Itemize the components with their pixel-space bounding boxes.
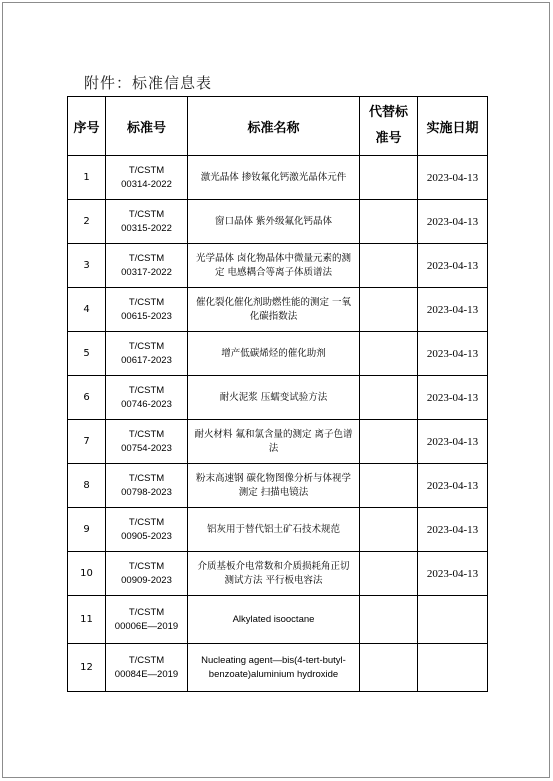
table-row [68, 288, 488, 332]
cell-index: 4 [68, 288, 106, 332]
cell-code [106, 156, 188, 200]
cell-name: 粉末高速钢 碳化物图像分析与体视学测定 扫描电镜法 [188, 464, 360, 508]
cell-code-line1: T/CSTM [128, 164, 165, 176]
cell-replace [360, 644, 418, 692]
cell-date: 2023-04-13 [418, 464, 488, 508]
table-header-row [68, 97, 488, 156]
cell-code [106, 596, 188, 644]
table-row [68, 156, 488, 200]
cell-date: 2023-04-13 [418, 420, 488, 464]
cell-replace [360, 464, 418, 508]
cell-code-line2: 00746-2023 [121, 398, 172, 410]
cell-code-line1: T/CSTM [128, 296, 165, 308]
cell-code [106, 288, 188, 332]
cell-code-line2: 00315-2022 [121, 222, 172, 234]
cell-name: 激光晶体 掺钕氟化钙激光晶体元件 [188, 156, 360, 200]
table-row [68, 332, 488, 376]
cell-replace [360, 552, 418, 596]
table-row [68, 420, 488, 464]
table-row [68, 244, 488, 288]
cell-code-line2: 00905-2023 [121, 530, 172, 542]
cell-code [106, 376, 188, 420]
cell-index: 12 [68, 644, 106, 692]
header-replace-line2: 准号 [375, 131, 402, 146]
cell-code [106, 420, 188, 464]
cell-date: 2023-04-13 [418, 288, 488, 332]
table-row [68, 376, 488, 420]
header-name: 标准名称 [188, 97, 360, 156]
cell-code [106, 508, 188, 552]
cell-code-line2: 00798-2023 [121, 486, 172, 498]
cell-code-line1: T/CSTM [128, 252, 165, 264]
cell-replace [360, 156, 418, 200]
cell-index: 1 [68, 156, 106, 200]
cell-code-line1: T/CSTM [128, 606, 165, 618]
cell-index: 7 [68, 420, 106, 464]
cell-code-line1: T/CSTM [128, 560, 165, 572]
cell-code-line2: 00754-2023 [121, 442, 172, 454]
header-replace-line1: 代替标 [368, 105, 408, 120]
table-row [68, 200, 488, 244]
header-replace [360, 97, 418, 156]
cell-name: 铝灰用于替代铝土矿石技术规范 [188, 508, 360, 552]
cell-code-line2: 00909-2023 [121, 574, 172, 586]
table-row [68, 464, 488, 508]
cell-date: 2023-04-13 [418, 508, 488, 552]
cell-code-line2: 00615-2023 [121, 310, 172, 322]
cell-replace [360, 596, 418, 644]
cell-replace [360, 376, 418, 420]
cell-code [106, 200, 188, 244]
header-date: 实施日期 [418, 97, 488, 156]
table-row [68, 508, 488, 552]
cell-code-line2: 00617-2023 [121, 354, 172, 366]
cell-code [106, 244, 188, 288]
cell-code-line2: 00314-2022 [121, 178, 172, 190]
cell-code-line1: T/CSTM [128, 208, 165, 220]
cell-replace [360, 200, 418, 244]
cell-date: 2023-04-13 [418, 332, 488, 376]
cell-date [418, 596, 488, 644]
cell-replace [360, 244, 418, 288]
cell-name: Alkylated isooctane [188, 596, 360, 644]
cell-name: 增产低碳烯烃的催化助剂 [188, 332, 360, 376]
cell-replace [360, 288, 418, 332]
cell-code-line1: T/CSTM [128, 428, 165, 440]
cell-index: 6 [68, 376, 106, 420]
cell-name: 光学晶体 卤化物晶体中微量元素的测定 电感耦合等离子体质谱法 [188, 244, 360, 288]
cell-date: 2023-04-13 [418, 200, 488, 244]
header-code: 标准号 [106, 97, 188, 156]
cell-index: 10 [68, 552, 106, 596]
cell-name: 介质基板介电常数和介质损耗角正切测试方法 平行板电容法 [188, 552, 360, 596]
table-row [68, 596, 488, 644]
cell-code [106, 552, 188, 596]
cell-name: 耐火材料 氟和氯含量的测定 离子色谱法 [188, 420, 360, 464]
cell-date [418, 644, 488, 692]
cell-index: 2 [68, 200, 106, 244]
cell-name: 催化裂化催化剂助燃性能的测定 一氧化碳指数法 [188, 288, 360, 332]
cell-replace [360, 420, 418, 464]
table-row [68, 644, 488, 692]
cell-code [106, 464, 188, 508]
header-index: 序号 [68, 97, 106, 156]
cell-index: 8 [68, 464, 106, 508]
cell-date: 2023-04-13 [418, 156, 488, 200]
cell-code-line2: 00084E—2019 [114, 668, 179, 680]
cell-code-line1: T/CSTM [128, 384, 165, 396]
cell-name: 耐火泥浆 压蠕变试验方法 [188, 376, 360, 420]
cell-code [106, 332, 188, 376]
cell-name: 窗口晶体 紫外级氟化钙晶体 [188, 200, 360, 244]
standards-table [67, 96, 488, 692]
cell-index: 9 [68, 508, 106, 552]
cell-date: 2023-04-13 [418, 376, 488, 420]
cell-code-line2: 00006E—2019 [114, 620, 179, 632]
cell-index: 3 [68, 244, 106, 288]
table-row [68, 552, 488, 596]
cell-replace [360, 332, 418, 376]
cell-code-line1: T/CSTM [128, 340, 165, 352]
cell-code-line1: T/CSTM [128, 654, 165, 666]
cell-date: 2023-04-13 [418, 552, 488, 596]
cell-name: Nucleating agent—bis(4-tert-butyl-benzoate)aluminium hydroxide [188, 644, 360, 692]
cell-code-line1: T/CSTM [128, 516, 165, 528]
cell-replace [360, 508, 418, 552]
cell-code-line2: 00317-2022 [121, 266, 172, 278]
document-title: 附件：标准信息表 [84, 74, 213, 92]
cell-date: 2023-04-13 [418, 244, 488, 288]
cell-index: 11 [68, 596, 106, 644]
cell-index: 5 [68, 332, 106, 376]
cell-code-line1: T/CSTM [128, 472, 165, 484]
cell-code [106, 644, 188, 692]
